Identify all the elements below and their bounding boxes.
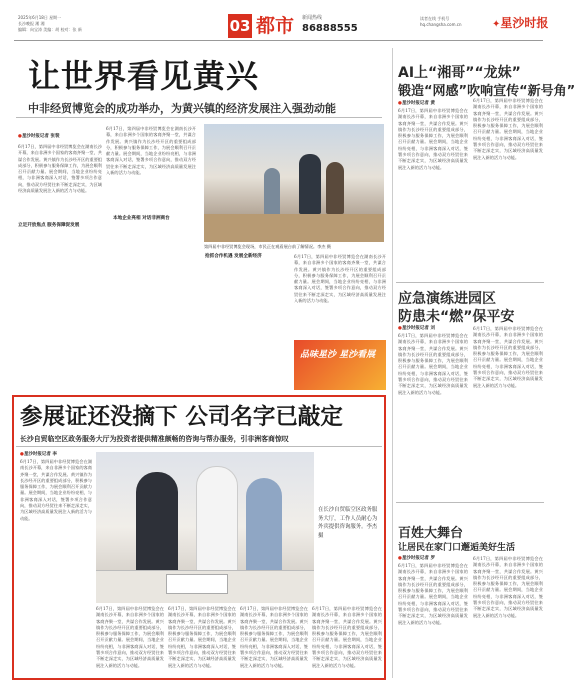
byline-bullet-icon: ● [398,101,402,106]
photo-person [264,168,280,216]
banner-text: 品味星沙 星沙看展 [300,350,376,360]
feature-col2-text: 6月17日，第四届中非经贸博览会在湖南长沙开幕，来自非洲多个国家的客商齐聚一堂，共谋合作发展。黄兴镇作为长沙经开区的重要组成部分，积极参与服务保障工作，为展会顺利召开贡献力量。展会期间，当地企业纷纷亮相，与非洲客商深入对话，签署多项合作意向，推动双方经贸往来不断走深走实，为区域经济高质量发展注入新的活力与动能。 [96,606,164,668]
story1-byline: ●星沙时报记者 张裴 [18,134,60,139]
story4-headline-top: 百姓大舞台 [398,526,464,541]
story1-col4-text: 6月17日，第四届中非经贸博览会在湖南长沙开幕，来自非洲多个国家的客商齐聚一堂，共谋合作发展。黄兴镇作为长沙经开区的重要组成部分，积极参与服务保障工作，为展会顺利召开贡献力量。展会期间，当地企业纷纷亮相，与非洲客商深入对话，签署多项合作意向，推动双方经贸往来不断走深走实，为区域经济高质量发展注入新的活力与动能。 [294,254,386,304]
photo-person [299,154,321,214]
page-number-badge [228,14,252,38]
photo-documents [166,574,228,594]
brand-logo: ✦星沙时报 [492,16,549,30]
feature-headline: 参展证还没摘下 公司名字已敲定 [20,404,343,430]
story1-headline: 让世界看见黄兴 [28,57,260,95]
feature-col3-text: 6月17日，第四届中非经贸博览会在湖南长沙开幕，来自非洲多个国家的客商齐聚一堂，共谋合作发展。黄兴镇作为长沙经开区的重要组成部分，积极参与服务保障工作，为展会顺利召开贡献力量。展会期间，当地企业纷纷亮相，与非洲客商深入对话，签署多项合作意向，推动双方经贸往来不断走深走实，为区域经济高质量发展注入新的活力与动能。 [168,606,236,668]
story3-col2-text: 6月17日，第四届中非经贸博览会在湖南长沙开幕，来自非洲多个国家的客商齐聚一堂，共谋合作发展。黄兴镇作为长沙经开区的重要组成部分，积极参与服务保障工作，为展会顺利召开贡献力量。展会期间，当地企业纷纷亮相，与非洲客商深入对话，签署多项合作意向，推动双方经贸往来不断走深走实，为区域经济高质量发展注入新的活力与动能。 [473,326,543,388]
byline-bullet-icon: ● [398,326,402,331]
story1-subhead-c: 抢抓合作机遇 发展全新经济 [205,254,289,259]
feature-col1-text: 6月17日，第四届中非经贸博览会在湖南长沙开幕，来自非洲多个国家的客商齐聚一堂，共谋合作发展。黄兴镇作为长沙经开区的重要组成部分，积极参与服务保障工作，为展会顺利召开贡献力量。展会期间，当地企业纷纷亮相，与非洲客商深入对话，签署多项合作意向，推动双方经贸往来不断走深走实，为区域经济高质量发展注入新的活力与动能。 [20,459,92,521]
story2-col2-text: 6月17日，第四届中非经贸博览会在湖南长沙开幕，来自非洲多个国家的客商齐聚一堂，共谋合作发展。黄兴镇作为长沙经开区的重要组成部分，积极参与服务保障工作，为展会顺利召开贡献力量。展会期间，当地企业纷纷亮相，与非洲客商深入对话，签署多项合作意向，推动双方经贸往来不断走深走实，为区域经济高质量发展注入新的活力与动能。 [473,98,543,160]
story1-photo [204,124,384,242]
story3-col1-text: 6月17日，第四届中非经贸博览会在湖南长沙开幕，来自非洲多个国家的客商齐聚一堂，共谋合作发展。黄兴镇作为长沙经开区的重要组成部分，积极参与服务保障工作，为展会顺利召开贡献力量。展会期间，当地企业纷纷亮相，与非洲客商深入对话，签署多项合作意向，推动双方经贸往来不断走深走实，为区域经济高质量发展注入新的活力与动能。 [398,333,468,395]
byline-bullet-icon: ● [20,452,24,457]
feature-subheadline: 长沙自贸临空区政务服务大厅为投资者提供精准颇畅的咨询与帮办服务，引非洲客商惊叹 [20,435,289,443]
story3-divider [396,502,544,503]
story2-headline-top: AI上“湘哥”“龙妹” [398,65,521,81]
story4-headline-bottom: 让居民在家门口邂逅美好生活 [398,543,516,553]
story3-headline-bottom: 防患未“燃”保平安 [398,309,515,325]
story3-headline-top: 应急演练进园区 [398,291,496,307]
column-divider [392,48,393,678]
story4-col1-text: 6月17日，第四届中非经贸博览会在湖南长沙开幕，来自非洲多个国家的客商齐聚一堂，共谋合作发展。黄兴镇作为长沙经开区的重要组成部分，积极参与服务保障工作，为展会顺利召开贡献力量。展会期间，当地企业纷纷亮相，与非洲客商深入对话，签署多项合作意向，推动双方经贸往来不断走深走实，为区域经济高质量发展注入新的活力与动能。 [398,563,468,625]
story1-subhead-b: 本地企业亮相 对话非洲商台 [113,216,197,221]
feature-divider [16,446,382,447]
story2-headline-bottom: 锻造“网感”吹响宣传“新号角” [398,84,575,99]
story1-divider [16,117,382,118]
story2-divider [396,282,544,283]
section-name: 都市 [256,15,295,37]
feature-col5-text: 6月17日，第四届中非经贸博览会在湖南长沙开幕，来自非洲多个国家的客商齐聚一堂，共谋合作发展。黄兴镇作为长沙经开区的重要组成部分，积极参与服务保障工作，为展会顺利召开贡献力量。展会期间，当地企业纷纷亮相，与非洲客商深入对话，签署多项合作意向，推动双方经贸往来不断走深走实，为区域经济高质量发展注入新的活力与动能。 [312,606,382,668]
feature-byline: ●星沙时报记者 李 [20,452,58,457]
reader-info: 读者在线 手机号 [420,16,450,21]
masthead-staff: 编辑：向宝涛 美编：胡 校对：张 新 [18,27,82,32]
feature-photo [96,452,314,602]
page-number: 03 [229,17,251,35]
story4-byline: ●星沙时报记者 罗 [398,556,436,561]
story1-col1-text: 6月17日，第四届中非经贸博览会在湖南长沙开幕，来自非洲多个国家的客商齐聚一堂，共谋合作发展。黄兴镇作为长沙经开区的重要组成部分，积极参与服务保障工作，为展会顺利召开贡献力量。展会期间，当地企业纷纷亮相，与非洲客商深入对话，签署多项合作意向，推动双方经贸往来不断走深走实，为区域经济高质量发展注入新的活力与动能。 [18,144,102,194]
masthead-rule [14,40,543,41]
photo-person [196,466,238,582]
story2-col1-text: 6月17日，第四届中非经贸博览会在湖南长沙开幕，来自非洲多个国家的客商齐聚一堂，共谋合作发展。黄兴镇作为长沙经开区的重要组成部分，积极参与服务保障工作，为展会顺利召开贡献力量。展会期间，当地企业纷纷亮相，与非洲客商深入对话，签署多项合作意向，推动双方经贸往来不断走深走实，为区域经济高质量发展注入新的活力与动能。 [398,108,468,170]
photo-person [246,478,282,578]
masthead-date: 2025年6月18日 星期一 [18,15,62,20]
feature-photo-caption: 在长沙自贸临空区政务服务大厅，工作人员耐心为外宾提供咨询服务。李杰 摄 [318,507,378,539]
photo-display-table [204,214,384,242]
hotline-label: 新闻热线 [302,15,323,21]
photo-person [326,162,344,214]
story1-col2-text: 6月17日，第四届中非经贸博览会在湖南长沙开幕，来自非洲多个国家的客商齐聚一堂，共谋合作发展。黄兴镇作为长沙经开区的重要组成部分，积极参与服务保障工作，为展会顺利召开贡献力量。展会期间，当地企业纷纷亮相，与非洲客商深入对话，签署多项合作意向，推动双方经贸往来不断走深走实，为区域经济高质量发展注入新的活力与动能。 [106,126,196,176]
story2-byline: ●星沙时报记者 黄 [398,101,436,106]
feature-col4-text: 6月17日，第四届中非经贸博览会在湖南长沙开幕，来自非洲多个国家的客商齐聚一堂，共谋合作发展。黄兴镇作为长沙经开区的重要组成部分，积极参与服务保障工作，为展会顺利召开贡献力量。展会期间，当地企业纷纷亮相，与非洲客商深入对话，签署多项合作意向，推动双方经贸往来不断走深走实，为区域经济高质量发展注入新的活力与动能。 [240,606,308,668]
story3-byline: ●星沙时报记者 刘 [398,326,436,331]
hotline-number: 86888555 [302,23,358,34]
website-url: hq.changsha.com.cn [420,22,462,27]
byline-bullet-icon: ● [18,134,22,139]
photo-person [136,472,178,580]
brand-star-icon: ✦ [492,19,501,30]
story1-photo-caption: 第四届中非经贸博览会现场，市民正在观看展台前了解情况。李杰 摄 [204,244,331,249]
story1-subhead-a: 立足开放焦点 服务保障促发展 [18,223,102,228]
story1-subheadline: 中非经贸博览会的成功举办，为黄兴镇的经济发展注入强劲动能 [28,102,336,115]
byline-bullet-icon: ● [398,556,402,561]
story1-banner [294,340,386,390]
masthead-editors: 长沙晚报 湘 湘 [18,21,45,26]
story4-col2-text: 6月17日，第四届中非经贸博览会在湖南长沙开幕，来自非洲多个国家的客商齐聚一堂，共谋合作发展。黄兴镇作为长沙经开区的重要组成部分，积极参与服务保障工作，为展会顺利召开贡献力量。展会期间，当地企业纷纷亮相，与非洲客商深入对话，签署多项合作意向，推动双方经贸往来不断走深走实，为区域经济高质量发展注入新的活力与动能。 [473,556,543,618]
